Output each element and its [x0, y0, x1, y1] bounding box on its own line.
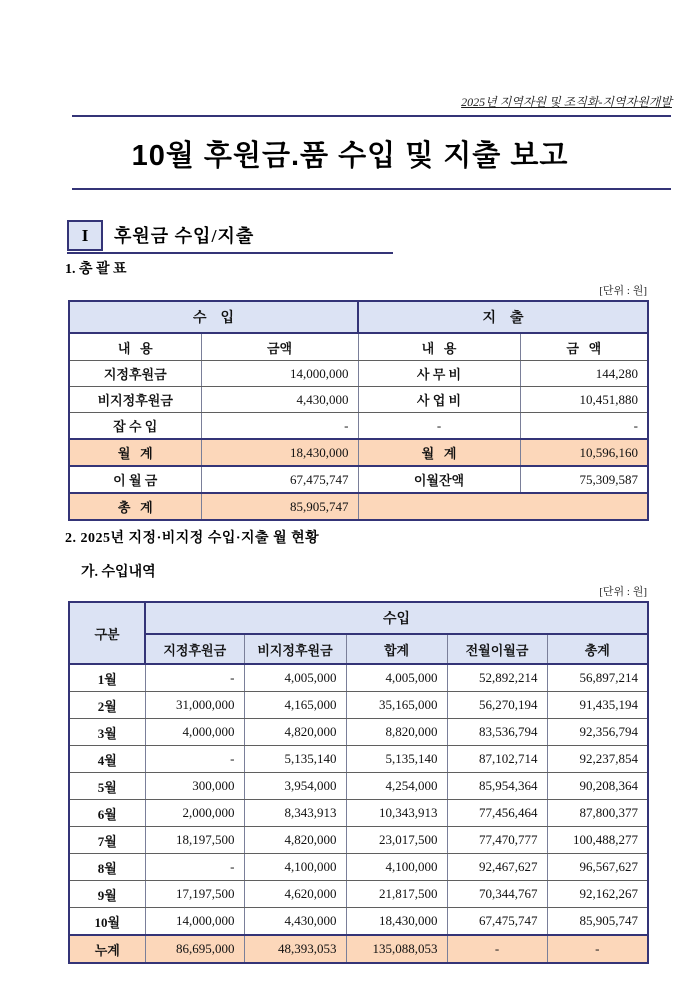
cell-designated: -: [145, 854, 244, 881]
expense-group-header: 지 출: [358, 301, 648, 333]
cell-designated: -: [145, 746, 244, 773]
horizontal-rule-top: [72, 115, 671, 117]
cell-month: 4월: [69, 746, 145, 773]
cell-carryover: 56,270,194: [447, 692, 547, 719]
cell-designated: 17,197,500: [145, 881, 244, 908]
cell-carryover: 85,954,364: [447, 773, 547, 800]
cell-amount: 18,430,000: [201, 439, 358, 466]
cell-month: 7월: [69, 827, 145, 854]
cell-total: 92,356,794: [547, 719, 648, 746]
column-header-item2: 내 용: [358, 333, 520, 361]
cell-carryover: -: [447, 935, 547, 963]
cell-amount: -: [520, 413, 648, 440]
unit-label-1: [단위 : 원]: [599, 285, 647, 297]
section1-underline: [67, 252, 393, 254]
cell-designated: 86,695,000: [145, 935, 244, 963]
cell-total: 90,208,364: [547, 773, 648, 800]
cell-total: 92,162,267: [547, 881, 648, 908]
cell-total: 91,435,194: [547, 692, 648, 719]
income-subheader-row: [69, 634, 648, 664]
cell-month: 6월: [69, 800, 145, 827]
cell-sum: 5,135,140: [346, 746, 447, 773]
table-row: [69, 881, 648, 908]
cell-amount: 10,596,160: [520, 439, 648, 466]
table-row: [69, 854, 648, 881]
cell-total: -: [547, 935, 648, 963]
cell-sum: 4,005,000: [346, 664, 447, 692]
document-header-note: 2025년 지역자원 및 조직화-지역자원개발: [461, 95, 672, 109]
cell-amount: 67,475,747: [201, 466, 358, 493]
column-header-total: 총계: [547, 634, 648, 664]
cell-month: 누계: [69, 935, 145, 963]
table-row: [69, 664, 648, 692]
cell-total: 56,897,214: [547, 664, 648, 692]
income-detail-heading: 가. 수입내역: [81, 565, 156, 580]
cell-carryover: 87,102,714: [447, 746, 547, 773]
grand-total-row: [69, 493, 648, 520]
cell-sum: 4,254,000: [346, 773, 447, 800]
cell-label: 월 계: [358, 439, 520, 466]
section2-heading: 2. 2025년 지정·비지정 수입·지출 월 현황: [65, 531, 320, 546]
cell-month: 8월: [69, 854, 145, 881]
table-row: [69, 746, 648, 773]
monthly-income-table: [68, 601, 649, 964]
cell-label: 이 월 금: [69, 466, 201, 493]
cell-sum: 10,343,913: [346, 800, 447, 827]
cumulative-total-row: [69, 935, 648, 963]
cell-undesignated: 4,100,000: [244, 854, 346, 881]
cell-total: 85,905,747: [547, 908, 648, 936]
cell-designated: 31,000,000: [145, 692, 244, 719]
column-header-sum: 합계: [346, 634, 447, 664]
table-row: [69, 908, 648, 936]
table-row: [69, 361, 648, 387]
section1-heading: 후원금 수입/지출: [114, 226, 255, 246]
cell-carryover: 77,470,777: [447, 827, 547, 854]
cell-total: 100,488,277: [547, 827, 648, 854]
cell-sum: 4,100,000: [346, 854, 447, 881]
column-header-group: 구분: [69, 602, 145, 664]
cell-month: 5월: [69, 773, 145, 800]
cell-amount: 144,280: [520, 361, 648, 387]
cell-total: 92,237,854: [547, 746, 648, 773]
summary-table-heading: 1. 총 괄 표: [65, 262, 127, 277]
cell-label: 총 계: [69, 493, 201, 520]
income-span-header: 수입: [145, 602, 648, 634]
cell-amount: 75,309,587: [520, 466, 648, 493]
cell-month: 3월: [69, 719, 145, 746]
table-row: [69, 692, 648, 719]
cell-amount: 10,451,880: [520, 387, 648, 413]
page-title: 10월 후원금.품 수입 및 지출 보고: [131, 140, 569, 172]
cell-label: 지정후원금: [69, 361, 201, 387]
column-header-designated: 지정후원금: [145, 634, 244, 664]
summary-table: [68, 300, 649, 521]
cell-month: 10월: [69, 908, 145, 936]
cell-carryover: 52,892,214: [447, 664, 547, 692]
cell-label: 잡 수 입: [69, 413, 201, 440]
table-row: [69, 827, 648, 854]
cell-amount: 14,000,000: [201, 361, 358, 387]
cell-sum: 135,088,053: [346, 935, 447, 963]
cell-label: 비지정후원금: [69, 387, 201, 413]
unit-label-2: [단위 : 원]: [599, 586, 647, 598]
table-row: [69, 773, 648, 800]
summary-subheader-row: [69, 333, 648, 361]
cell-designated: 4,000,000: [145, 719, 244, 746]
column-header-amount2: 금 액: [520, 333, 648, 361]
cell-carryover: 83,536,794: [447, 719, 547, 746]
table-row: [69, 387, 648, 413]
cell-undesignated: 48,393,053: [244, 935, 346, 963]
cell-label: -: [358, 413, 520, 440]
summary-group-header-row: [69, 301, 648, 333]
cell-undesignated: 4,165,000: [244, 692, 346, 719]
cell-undesignated: 3,954,000: [244, 773, 346, 800]
cell-month: 9월: [69, 881, 145, 908]
column-header-undesignated: 비지정후원금: [244, 634, 346, 664]
cell-month: 1월: [69, 664, 145, 692]
cell-designated: 2,000,000: [145, 800, 244, 827]
cell-carryover: 77,456,464: [447, 800, 547, 827]
cell-label: 이월잔액: [358, 466, 520, 493]
cell-undesignated: 4,430,000: [244, 908, 346, 936]
cell-designated: 14,000,000: [145, 908, 244, 936]
cell-sum: 21,817,500: [346, 881, 447, 908]
horizontal-rule-under-title: [72, 188, 671, 190]
cell-undesignated: 4,005,000: [244, 664, 346, 692]
column-header-carryover: 전월이월금: [447, 634, 547, 664]
cell-amount: 85,905,747: [201, 493, 358, 520]
cell-designated: -: [145, 664, 244, 692]
cell-sum: 8,820,000: [346, 719, 447, 746]
cell-sum: 18,430,000: [346, 908, 447, 936]
cell-amount: 4,430,000: [201, 387, 358, 413]
cell-sum: 23,017,500: [346, 827, 447, 854]
monthly-total-row: [69, 439, 648, 466]
cell-undesignated: 4,820,000: [244, 827, 346, 854]
cell-label: 월 계: [69, 439, 201, 466]
cell-total: 87,800,377: [547, 800, 648, 827]
cell-undesignated: 4,820,000: [244, 719, 346, 746]
cell-label: 사 업 비: [358, 387, 520, 413]
cell-month: 2월: [69, 692, 145, 719]
cell-carryover: 70,344,767: [447, 881, 547, 908]
table-row: [69, 466, 648, 493]
table-row: [69, 413, 648, 440]
cell-amount: -: [201, 413, 358, 440]
cell-designated: 300,000: [145, 773, 244, 800]
cell-label: 사 무 비: [358, 361, 520, 387]
cell-undesignated: 5,135,140: [244, 746, 346, 773]
cell-total: 96,567,627: [547, 854, 648, 881]
table-row: [69, 800, 648, 827]
cell-empty: [358, 493, 648, 520]
column-header-amount1: 금액: [201, 333, 358, 361]
cell-undesignated: 4,620,000: [244, 881, 346, 908]
table-row: [69, 719, 648, 746]
column-header-item1: 내 용: [69, 333, 201, 361]
section-marker-box: I: [67, 220, 103, 251]
income-group-header: 수 입: [69, 301, 358, 333]
cell-undesignated: 8,343,913: [244, 800, 346, 827]
cell-designated: 18,197,500: [145, 827, 244, 854]
income-group-header-row: [69, 602, 648, 634]
cell-sum: 35,165,000: [346, 692, 447, 719]
cell-carryover: 67,475,747: [447, 908, 547, 936]
cell-carryover: 92,467,627: [447, 854, 547, 881]
